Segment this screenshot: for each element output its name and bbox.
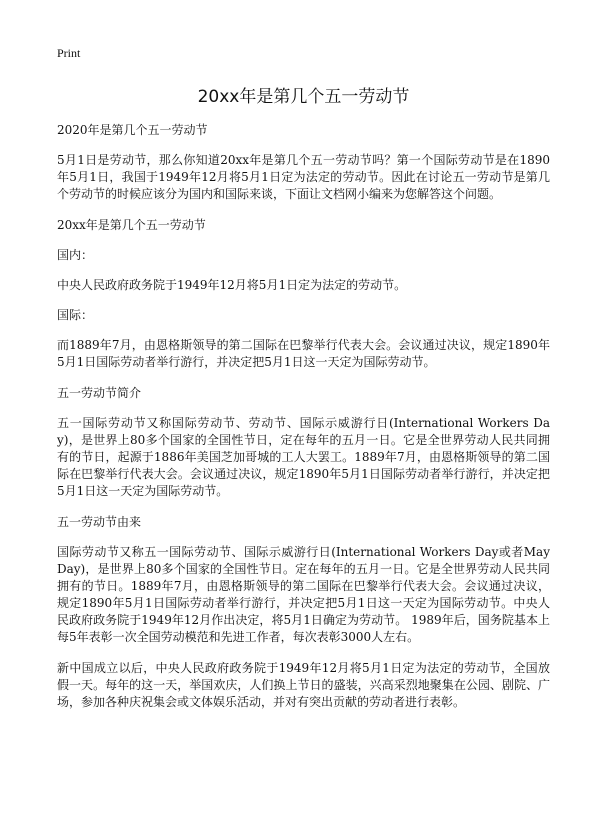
subheading-introduction: 五一劳动节简介 — [57, 386, 142, 400]
international-paragraph: 而1889年7月，由恩格斯领导的第二国际在巴黎举行代表大会。会议通过决议，规定1890年5月1日国际劳动者举行游行，并决定把5月1日这一天定为国际劳动节。 — [57, 338, 550, 369]
origin-paragraph: 国际劳动节又称五一国际劳动节、国际示威游行日(International Workers Day或者May Day)，是世界上80多个国家的全国性节日。定在每年的五月一日。它是全世界劳动人民共同拥有的节日。1889年7月，由恩格斯领导的第二国际在巴黎举行代表大会。会议通过决议，规定1890年5月1日国际劳动者举行游行，并决定把5月1日这一天定为国际劳动节。中央人民政府政务院于1949年12月作出决定，将5月1日确定为劳动节。 1989年后，国务院基本上每5年表彰一次全国劳动模范和先进工作者，每次表彰3000人左右。 — [57, 545, 550, 644]
label-domestic: 国内： — [57, 248, 94, 262]
subheading-2020: 2020年是第几个五一劳动节 — [57, 123, 208, 137]
label-international: 国际： — [57, 308, 94, 322]
domestic-paragraph: 中央人民政府政务院于1949年12月将5月1日定为法定的劳动节。 — [57, 278, 407, 292]
document-title: 20xx年是第几个五一劳动节 — [197, 87, 410, 107]
new-china-paragraph: 新中国成立以后，中央人民政府政务院于1949年12月将5月1日定为法定的劳动节，全国放假一天。每年的这一天，举国欢庆，人们换上节日的盛装，兴高采烈地聚集在公园、剧院、广场，参加各种庆祝集会或文体娱乐活动，并对有突出贡献的劳动者进行表彰。 — [57, 661, 550, 709]
introduction-paragraph: 五一国际劳动节又称国际劳动节、劳动节、国际示威游行日(International Workers Day)，是世界上80多个国家的全国性节日，定在每年的五月一日。它是全世界劳动人民共同拥有的节日，起源于1886年美国芝加哥城的工人大罢工。1889年7月，由恩格斯领导的第二国际在巴黎举行代表大会。会议通过决议，规定1890年5月1日国际劳动者举行游行，并决定把5月1日这一天定为国际劳动节。 — [57, 416, 550, 498]
subheading-origin: 五一劳动节由来 — [57, 515, 142, 529]
subheading-which-labor-day: 20xx年是第几个五一劳动节 — [57, 218, 206, 232]
intro-paragraph: 5月1日是劳动节，那么你知道20xx年是第几个五一劳动节吗？第一个国际劳动节是在1890年5月1日，我国于1949年12月将5月1日定为法定的劳动节。因此在讨论五一劳动节是第几个劳动节的时候应该分为国内和国际来谈，下面让文档网小编来为您解答这个问题。 — [57, 153, 550, 201]
print-label: Print — [57, 46, 81, 60]
